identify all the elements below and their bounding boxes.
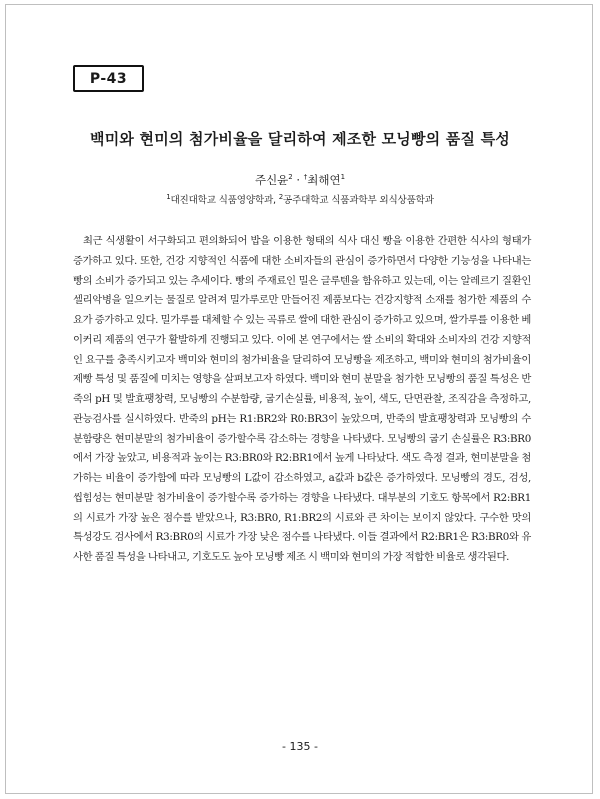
paper-title: 백미와 현미의 첨가비율을 달리하여 제조한 모닝빵의 품질 특성 — [90, 130, 510, 148]
author-list — [0, 172, 600, 188]
corresponding-author-mark: † — [303, 173, 308, 182]
author-separator: · — [292, 173, 304, 187]
affiliation-text: 대진대학교 식품영양학과, — [170, 195, 279, 206]
affiliation-list — [0, 192, 600, 206]
poster-id-badge — [73, 65, 144, 92]
author-affiliation-mark: 2 — [288, 173, 293, 182]
affiliation-text: 공주대학교 식품과학부 외식상품학과 — [283, 195, 434, 206]
abstract-body: 최근 식생활이 서구화되고 편의화되어 밥을 이용한 형태의 식사 대신 빵을 이용한 간편한 식사의 형태가 증가하고 있다. 또한, 건강 지향적인 식품에 대한 소비자들의 관심이 증가하면서 다양한 기능성을 나타내는 빵의 소비가 증가되고 있는 추세이다. 빵의 주재료인 밀은 글루텐을 함유하고 있는데, 이는 알레르기 질환인 셀리악병을 일으키는 물질로 알려져 밀가루로만 만들어진 제품보다는 건강지향적 소재를 첨가한 제품의 수요가 증가하고 있다. 밀가루를 대체할 수 있는 곡류로 쌀에 대한 관심이 증가하고 있으며, 쌀가루를 이용한 베이커리 제품의 연구가 활발하게 진행되고 있다. 이에 본 연구에서는 쌀 소비의 확대와 소비자의 건강 지향적인 요구를 충족시키고자 백미와 현미의 첨가비율을 달리하여 모닝빵을 제조하고, 백미와 현미의 첨가비율이 제빵 특성 및 품질에 미치는 영향을 살펴보고자 하였다. 백미와 현미 분말을 첨가한 모닝빵의 품질 특성은 반죽의 pH 및 발효팽창력, 모닝빵의 수분함량, 굽기손실률, 비용적, 높이, 색도, 단면관찰, 조직감을 측정하고, 관능검사를 실시하였다. 반죽의 pH는 R1:BR2와 R0:BR3이 높았으며, 반죽의 발효팽창력과 모닝빵의 수분함량은 현미분말의 첨가비율이 증가할수록 감소하는 경향을 나타냈다. 모닝빵의 굽기 손실률은 R3:BR0에서 가장 높았고, 비용적과 높이는 R3:BR0와 R2:BR1에서 높게 나타났다. 색도 측정 결과, 현미분말을 첨가하는 비율이 증가함에 따라 모닝빵의 L값이 감소하였고, a값과 b값은 증가하였다. 모닝빵의 경도, 검성, 씹힘성는 현미분말 첨가비율이 증가할수록 증가하는 경향을 나타냈다. 대부분의 기호도 항목에서 R2:BR1의 시료가 가장 높은 점수를 받았으나, R3:BR0, R1:BR2의 시료와 큰 차이는 보이지 않았다. 구수한 맛의 특성강도 검사에서 R3:BR0의 시료가 가장 낮은 점수를 나타냈다. 이들 결과에서 R2:BR1은 R3:BR0와 유사한 품질 특성을 나타내고, 기호도도 높아 모닝빵 제조 시 백미와 현미의 가장 적합한 비율로 생각된다. — [73, 235, 531, 563]
author-affiliation-mark: 1 — [340, 173, 346, 182]
affiliation-mark: 2 — [278, 192, 284, 201]
affiliation-mark: 1 — [166, 192, 171, 201]
poster-id-label: P-43 — [89, 70, 128, 87]
author-name: 최해연 — [307, 173, 341, 187]
page-number: - 135 - — [282, 740, 318, 753]
author-name: 주신윤 — [254, 173, 289, 187]
